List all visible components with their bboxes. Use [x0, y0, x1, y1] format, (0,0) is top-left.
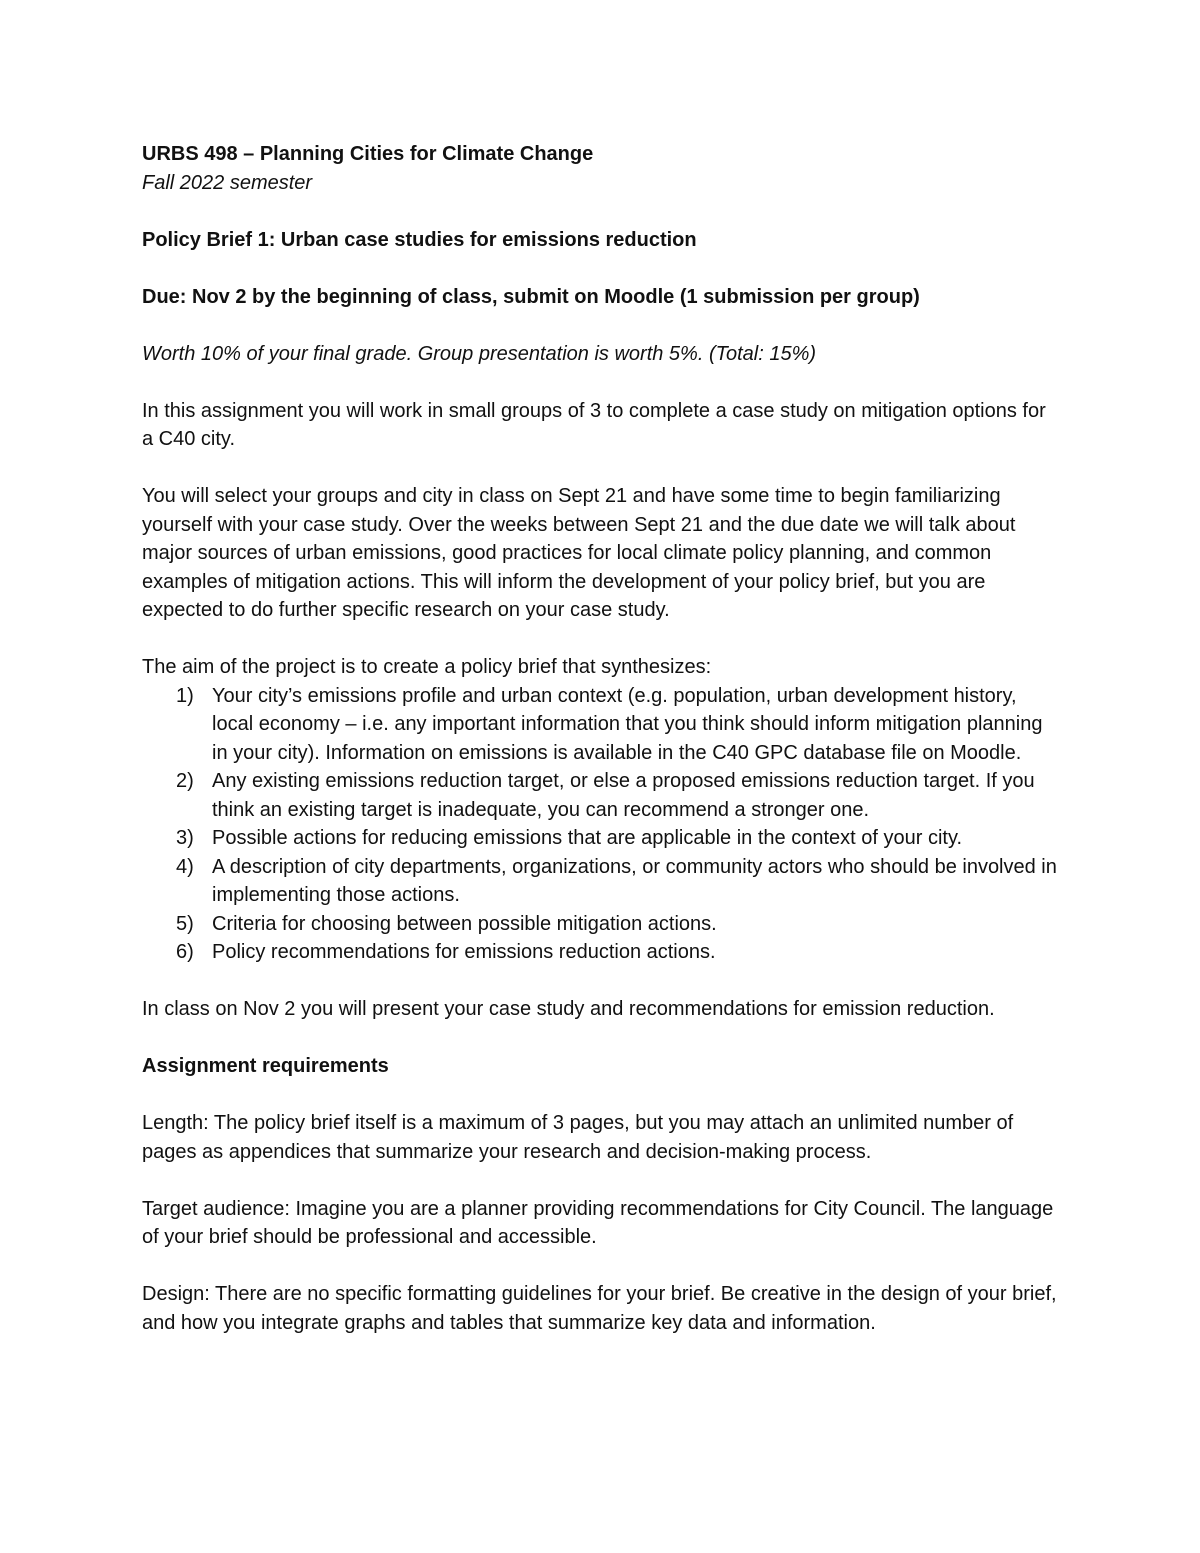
- list-item-text: Possible actions for reducing emissions that are applicable in the context of your city.: [212, 827, 963, 849]
- grade-weight: Worth 10% of your final grade. Group presentation is worth 5%. (Total: 15%): [142, 342, 817, 365]
- list-item-text: A description of city departments, organizations, or community actors who should be involved in implementing those actions.: [212, 855, 1057, 906]
- course-title: URBS 498 – Planning Cities for Climate Change: [142, 143, 594, 165]
- list-number: 1): [176, 684, 194, 707]
- audience-requirement: Target audience: Imagine you are a planner providing recommendations for City Council. The language of your brief should be professional and accessible.: [142, 1197, 1054, 1248]
- list-item-text: Any existing emissions reduction target, or else a proposed emissions reduction target. If you think an existing target is inadequate, you can recommend a stronger one.: [212, 770, 1035, 821]
- list-item: [142, 824, 1062, 853]
- document-page: [142, 140, 1062, 1337]
- list-item-text: Policy recommendations for emissions reduction actions.: [212, 941, 716, 963]
- list-number: 6): [176, 941, 194, 963]
- list-item: [142, 910, 1062, 939]
- list-item: [142, 682, 1062, 768]
- presentation-paragraph: In class on Nov 2 you will present your case study and recommendations for emission reduction.: [142, 998, 995, 1020]
- selection-paragraph: You will select your groups and city in class on Sept 21 and have some time to begin familiarizing yourself with your case study. Over the weeks between Sept 21 and the due date we will talk about major sources of urban emissions, good practices for local climate policy planning, and common examples of mitigation actions. This will inform the development of your policy brief, but you are expected to do further specific research on your case study.: [142, 485, 1016, 621]
- assignment-title: Policy Brief 1: Urban case studies for emissions reduction: [142, 228, 697, 251]
- list-number: 4): [176, 855, 194, 878]
- requirements-heading: Assignment requirements: [142, 1055, 389, 1077]
- aim-intro: The aim of the project is to create a policy brief that synthesizes:: [142, 656, 712, 678]
- design-requirement: Design: There are no specific formatting guidelines for your brief. Be creative in the design of your brief, and how you integrate graphs and tables that summarize key data and information.: [142, 1283, 1057, 1334]
- list-item: [142, 938, 1062, 967]
- list-number: 3): [176, 827, 194, 849]
- list-item: [142, 853, 1062, 910]
- list-item-text: Your city’s emissions profile and urban context (e.g. population, urban development history, local economy – i.e. any important information that you think should inform mitigation planning in your city). Information on emissions is available in the C40 GPC database file on Moodle.: [212, 684, 1043, 764]
- list-number: 5): [176, 912, 194, 935]
- length-requirement: Length: The policy brief itself is a maximum of 3 pages, but you may attach an unlimited number of pages as appendices that summarize your research and decision-making process.: [142, 1112, 1014, 1163]
- list-item-text: Criteria for choosing between possible mitigation actions.: [212, 912, 717, 935]
- list-number: 2): [176, 770, 194, 792]
- aims-list: [142, 682, 1062, 967]
- semester: Fall 2022 semester: [142, 171, 313, 194]
- intro-paragraph: In this assignment you will work in small groups of 3 to complete a case study on mitigation options for a C40 city.: [142, 399, 1046, 450]
- list-item: [142, 767, 1062, 824]
- due-date: Due: Nov 2 by the beginning of class, submit on Moodle (1 submission per group): [142, 285, 920, 308]
